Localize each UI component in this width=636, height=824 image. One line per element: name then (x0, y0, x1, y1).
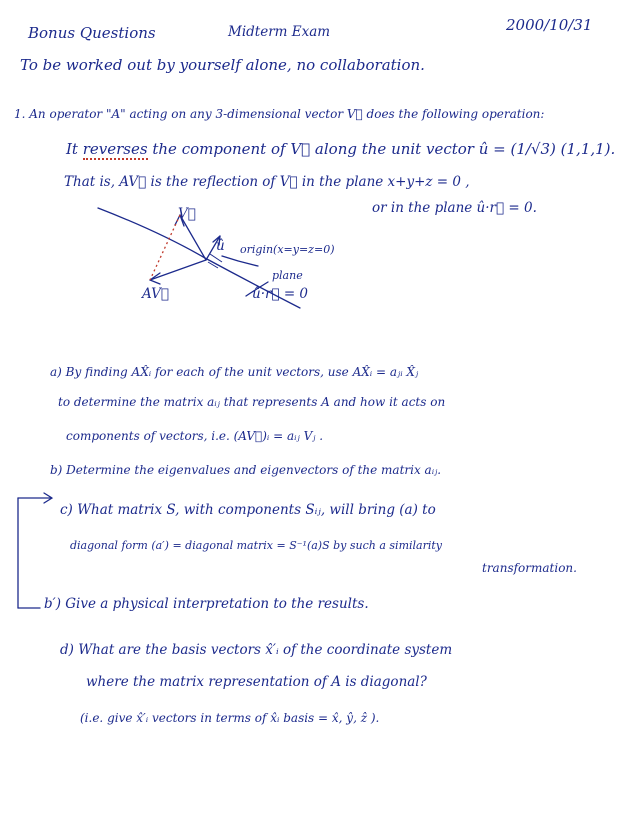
header-center: Midterm Exam (228, 24, 331, 40)
diagram-origin-label: origin(x=y=z=0) (240, 243, 335, 256)
diagram-av-label: AV⃗ (142, 286, 169, 302)
part-a-line2: to determine the matrix aᵢⱼ that represents A and how it acts on (58, 395, 446, 409)
diagram-plane-eq: û·r⃗ = 0 (252, 286, 309, 302)
bracket-arrowhead (18, 493, 52, 503)
part-b: b) Determine the eigenvalues and eigenvectors of the matrix aᵢⱼ. (50, 463, 442, 477)
header-date: 2000/10/31 (506, 16, 593, 34)
part-d-line1: d) What are the basis vectors x̂′ᵢ of the coordinate system (60, 642, 453, 658)
header-subtitle: To be worked out by yourself alone, no collaboration. (20, 56, 425, 74)
part-d-line3: (i.e. give x̂′ᵢ vectors in terms of x̂ᵢ basis = x̂, ŷ, ẑ ). (80, 711, 380, 725)
q1-reverses: reverses (82, 140, 148, 158)
q1-line1: 1. An operator "A" acting on any 3-dimensional vector V⃗ does the following operation: (14, 107, 545, 121)
q1-line2-it: It (66, 140, 78, 158)
q1-line4: or in the plane û·r⃗ = 0. (372, 200, 537, 216)
part-c-line3: transformation. (482, 561, 577, 575)
part-d-line2: where the matrix representation of A is diagonal? (86, 674, 427, 690)
part-c-line2: diagonal form (a′) = diagonal matrix = S⁻¹(a)S by such a similarity (70, 539, 443, 552)
diagram-u-label: û (216, 238, 225, 254)
diagram-plane-label: plane (272, 269, 303, 282)
part-a-line1: a) By finding AX̂ᵢ for each of the unit vectors, use AX̂ᵢ = aⱼᵢ X̂ⱼ (50, 365, 419, 379)
part-a-line3: components of vectors, i.e. (AV⃗)ᵢ = aᵢⱼ Vⱼ . (66, 429, 324, 443)
diagram-v-label: V⃗ (178, 206, 196, 222)
header-left: Bonus Questions (28, 24, 156, 42)
part-c-line1: c) What matrix S, with components Sᵢⱼ, will bring (a) to (60, 502, 436, 518)
q1-line3: That is, AV⃗ is the reflection of V⃗ in the plane x+y+z = 0 , (64, 174, 470, 190)
q1-line2-rest: the component of V⃗ along the unit vector û = (1/√3) (1,1,1). (152, 140, 616, 158)
part-bprime: b′) Give a physical interpretation to the results. (44, 596, 369, 612)
